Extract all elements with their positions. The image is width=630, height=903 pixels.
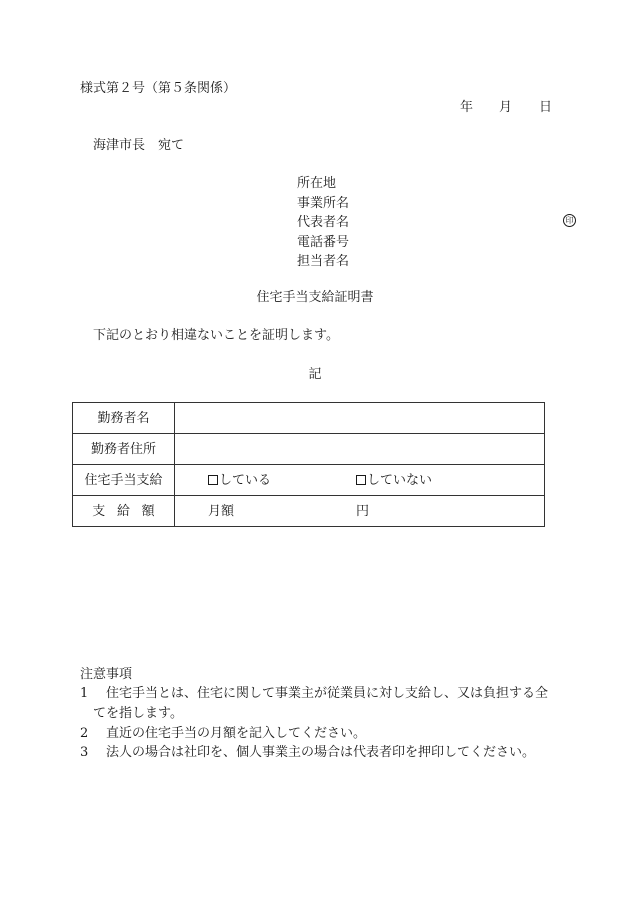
applicant-address-label: 所在地 xyxy=(297,176,337,191)
option-not-paid-label: していない xyxy=(367,473,433,488)
document-title: 住宅手当支給証明書 xyxy=(256,290,374,305)
form-number: 様式第２号（第５条関係） xyxy=(80,81,237,96)
option-not-paid[interactable] xyxy=(356,474,432,487)
notes-heading: 注意事項 xyxy=(80,667,133,682)
worker-address-field[interactable] xyxy=(175,434,545,465)
option-paid[interactable] xyxy=(208,474,271,487)
amount-label-cell xyxy=(73,496,175,527)
amount-label: 支給額 xyxy=(92,503,167,519)
date-day-label: 日 xyxy=(539,100,553,115)
allowance-options-cell xyxy=(175,465,545,496)
applicant-representative-label: 代表者名 xyxy=(297,215,350,230)
allowance-label: 住宅手当支給 xyxy=(73,465,175,496)
note-item-2 xyxy=(80,727,366,740)
option-paid-label: している xyxy=(219,473,272,488)
yen-label: 円 xyxy=(356,504,370,519)
note-number: 2 xyxy=(80,726,89,741)
monthly-label: 月額 xyxy=(208,504,235,519)
note-text: 直近の住宅手当の月額を記入してください。 xyxy=(106,726,367,741)
table-row-worker-name xyxy=(73,403,545,434)
note-item-1-continuation: てを指します。 xyxy=(93,706,183,721)
addressee: 海津市長 宛て xyxy=(93,138,185,153)
table-row-amount xyxy=(73,496,545,527)
worker-name-label: 勤務者名 xyxy=(73,403,175,434)
applicant-contact-person-label: 担当者名 xyxy=(297,254,350,269)
note-item-1 xyxy=(80,687,548,700)
table-row-allowance xyxy=(73,465,545,496)
table-row-worker-address xyxy=(73,434,545,465)
worker-name-field[interactable] xyxy=(175,403,545,434)
note-item-3 xyxy=(80,746,535,759)
checkbox-paid[interactable] xyxy=(208,475,218,485)
note-number: 3 xyxy=(80,745,89,760)
applicant-business-name-label: 事業所名 xyxy=(297,196,350,211)
note-text: 住宅手当とは、住宅に関して事業主が従業員に対し支給し、又は負担する全 xyxy=(106,686,549,701)
detail-table xyxy=(72,402,545,527)
certification-statement: 下記のとおり相違ないことを証明します。 xyxy=(93,328,339,343)
worker-address-label: 勤務者住所 xyxy=(73,434,175,465)
note-text: 法人の場合は社印を、個人事業主の場合は代表者印を押印してください。 xyxy=(106,745,536,760)
note-number: 1 xyxy=(80,686,89,701)
ki-label: 記 xyxy=(308,367,322,382)
amount-field[interactable] xyxy=(175,496,545,527)
date-year-label: 年 xyxy=(460,100,474,115)
date-month-label: 月 xyxy=(499,100,513,115)
checkbox-not-paid[interactable] xyxy=(356,475,366,485)
applicant-phone-label: 電話番号 xyxy=(297,235,350,250)
seal-icon: 印 xyxy=(563,214,576,227)
